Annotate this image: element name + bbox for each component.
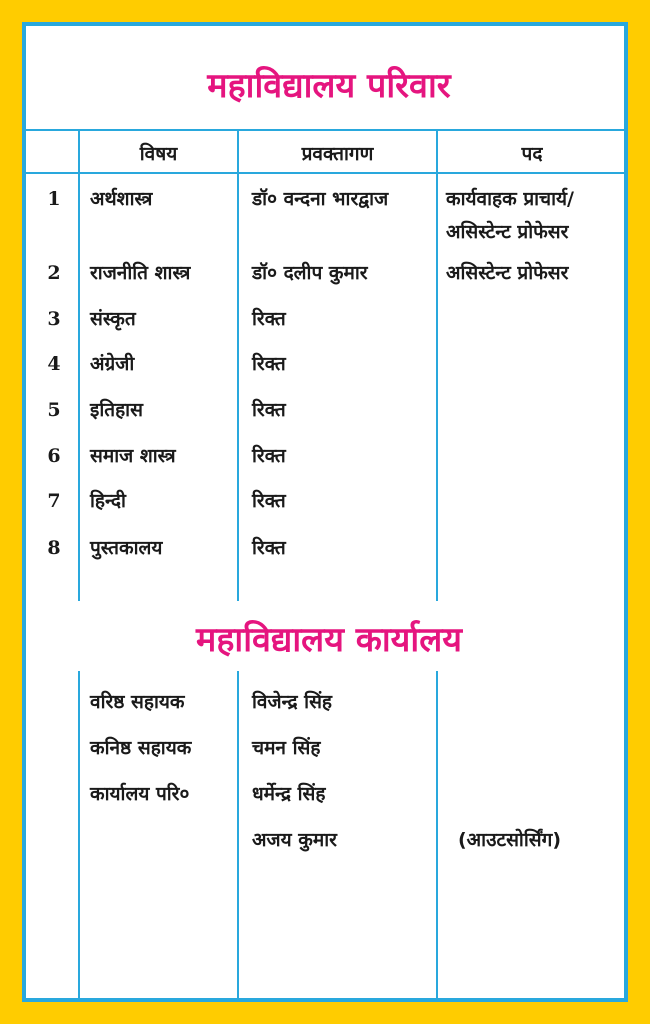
header-faculty: प्रवक्तागण bbox=[301, 143, 374, 165]
row-subject: समाज शास्त्र bbox=[90, 445, 176, 467]
office-name: धर्मेन्द्र सिंह bbox=[252, 783, 326, 805]
header-bottom-rule bbox=[26, 172, 626, 174]
row-number: 3 bbox=[47, 308, 61, 330]
office-note: (आउटसोर्सिंग) bbox=[458, 829, 562, 851]
row-number: 5 bbox=[47, 399, 61, 421]
col-rule-2 bbox=[237, 671, 239, 1002]
row-number: 4 bbox=[47, 353, 61, 375]
row-subject: अंग्रेजी bbox=[90, 353, 135, 375]
header-top-rule bbox=[26, 129, 626, 131]
row-subject: पुस्तकालय bbox=[90, 537, 163, 559]
row-number: 6 bbox=[47, 445, 61, 467]
section2-title: महाविद्यालय कार्यालय bbox=[196, 620, 462, 660]
row-faculty: रिक्त bbox=[252, 490, 286, 512]
row-faculty: रिक्त bbox=[252, 308, 286, 330]
office-role: कनिष्ठ सहायक bbox=[90, 737, 192, 759]
col-rule-3 bbox=[436, 129, 438, 601]
row-faculty: रिक्त bbox=[252, 353, 286, 375]
row-subject: राजनीति शास्त्र bbox=[90, 262, 191, 284]
office-name: अजय कुमार bbox=[252, 829, 337, 851]
office-name: विजेन्द्र सिंह bbox=[252, 691, 333, 713]
header-post: पद bbox=[521, 143, 543, 165]
row-faculty: डॉ० वन्दना भारद्वाज bbox=[252, 188, 389, 210]
header-subject: विषय bbox=[139, 143, 178, 165]
row-faculty: रिक्त bbox=[252, 399, 286, 421]
row-subject: इतिहास bbox=[90, 399, 143, 421]
section1-title: महाविद्यालय परिवार bbox=[207, 66, 451, 106]
row-number: 7 bbox=[47, 490, 61, 512]
row-post-line2: असिस्टेन्ट प्रोफेसर bbox=[446, 221, 569, 243]
row-faculty: रिक्त bbox=[252, 537, 286, 559]
office-role: कार्यालय परि० bbox=[90, 783, 190, 805]
row-post: कार्यवाहक प्राचार्य/ bbox=[446, 188, 574, 210]
row-post: असिस्टेन्ट प्रोफेसर bbox=[446, 262, 569, 284]
row-subject: संस्कृत bbox=[90, 308, 136, 330]
row-subject: अर्थशास्त्र bbox=[90, 188, 153, 210]
row-faculty: रिक्त bbox=[252, 445, 286, 467]
row-number: 1 bbox=[47, 188, 61, 210]
office-role: वरिष्ठ सहायक bbox=[90, 691, 185, 713]
col-rule-2 bbox=[237, 129, 239, 601]
office-name: चमन सिंह bbox=[252, 737, 321, 759]
row-number: 8 bbox=[47, 537, 61, 559]
col-rule-3 bbox=[436, 671, 438, 1002]
content-panel bbox=[22, 22, 628, 1002]
col-rule-1 bbox=[78, 671, 80, 1002]
row-number: 2 bbox=[47, 262, 61, 284]
row-subject: हिन्दी bbox=[90, 490, 126, 512]
row-faculty: डॉ० दलीप कुमार bbox=[252, 262, 368, 284]
